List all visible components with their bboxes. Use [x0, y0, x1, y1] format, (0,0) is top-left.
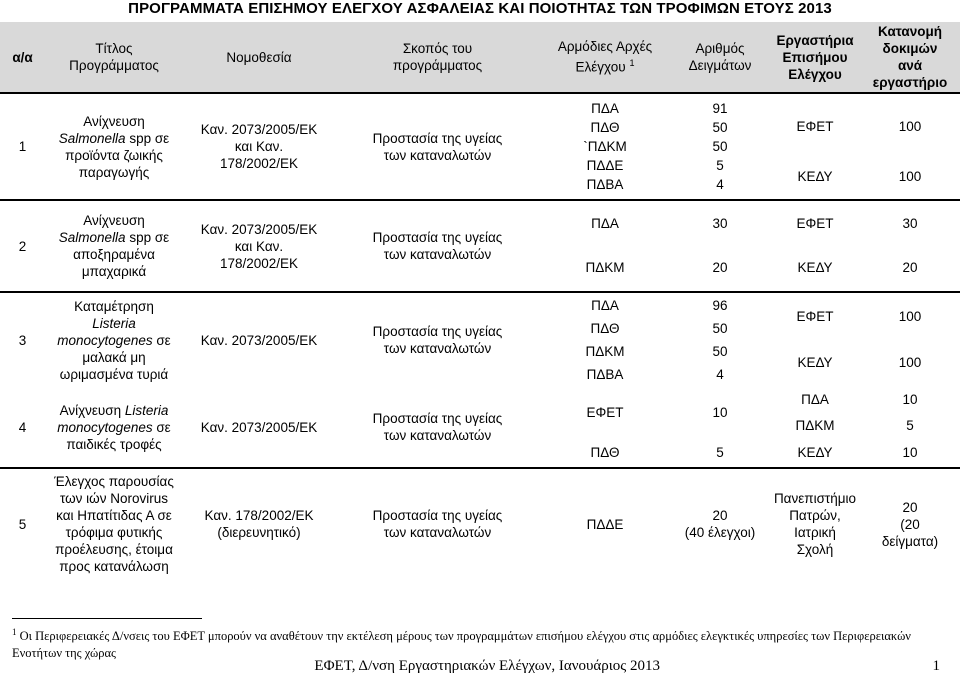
row-5-labs: Πανεπιστήμιο Πατρών, Ιατρική Σχολή	[770, 468, 860, 579]
row-4-lab-1: ΕΦΕΤ	[586, 405, 624, 420]
table-row	[0, 93, 960, 200]
header-authorities: Αρμόδιες Αρχές Ελέγχου $^1$	[540, 22, 670, 93]
row-4-authority-1: ΠΔΑ	[801, 392, 829, 407]
row-2-distribution: 30 20	[860, 200, 960, 292]
programs-table	[0, 22, 960, 579]
row-3-samples: 96 50 50 4	[670, 292, 770, 387]
header-aa: α/α	[0, 22, 45, 93]
header-samples: Αριθμός Δειγμάτων	[670, 22, 770, 93]
row-2-labs: ΕΦΕΤ ΚΕΔΥ	[770, 200, 860, 292]
footnote-divider	[12, 618, 202, 619]
row-4-samples-3: 5	[716, 445, 724, 460]
header-title: Τίτλος Προγράμματος	[45, 22, 183, 93]
row-5-law: Καν. 178/2002/ΕΚ (διερευνητικό)	[183, 468, 335, 579]
row-5-samples: 20 (40 έλεγχοι)	[670, 468, 770, 579]
row-3-authorities: ΠΔΑ ΠΔΘ ΠΔΚΜ ΠΔΒΑ	[540, 292, 670, 387]
row-4-details	[540, 387, 960, 468]
row-3-labs: ΕΦΕΤ ΚΕΔΥ	[770, 292, 860, 387]
row-5-purpose: Προστασία της υγείας των καταναλωτών	[335, 468, 540, 579]
row-4-title: Ανίχνευση Listeria monocytogenes σε παιδικές τροφές	[57, 402, 171, 452]
row-3-distribution: 100 100	[860, 292, 960, 387]
row-2-samples: 30 20	[670, 200, 770, 292]
row-2-title: Ανίχνευση Salmonella spp σε αποξηραμένα μπαχαρικά	[45, 200, 183, 292]
row-3-title: Καταμέτρηση Listeria monocytogenes σε μαλακά μη ωριμασμένα τυριά	[45, 292, 183, 387]
row-3-aa: 3	[0, 292, 45, 387]
header-purpose: Σκοπός του προγράμματος	[335, 22, 540, 93]
row-3-purpose: Προστασία της υγείας των καταναλωτών	[335, 292, 540, 387]
row-4-samples-1: 10	[902, 392, 918, 407]
table-row	[0, 468, 960, 579]
row-2-authorities: ΠΔΑ ΠΔΚΜ	[540, 200, 670, 292]
page-title: ΠΡΟΓΡΑΜΜΑΤΑ ΕΠΙΣΗΜΟΥ ΕΛΕΓΧΟΥ ΑΣΦΑΛΕΙΑΣ ΚΑΙ ΠΟΙΟΤΗΤΑΣ ΤΩΝ ΤΡΟΦΙΜΩΝ ΕΤΟΥΣ 2013	[128, 0, 832, 17]
row-2-aa: 2	[0, 200, 45, 292]
header-row	[0, 22, 960, 93]
table-row	[0, 200, 960, 292]
row-2-law: Καν. 2073/2005/ΕΚ και Καν. 178/2002/ΕΚ	[183, 200, 335, 292]
row-4-authority-3: ΠΔΘ	[590, 445, 620, 460]
row-5-title: Έλεγχος παρουσίας των ιών Norovirus και Ηπατίτιδας Α σε τρόφιμα φυτικής προέλευσης, έτοιμα προς κατανάλωση	[45, 468, 183, 579]
row-4-purpose: Προστασία της υγείας των καταναλωτών	[372, 411, 503, 443]
row-4-law: Καν. 2073/2005/ΕΚ	[200, 419, 318, 435]
table-row	[0, 292, 960, 387]
row-1-title: Ανίχνευση Salmonella spp σε προϊόντα ζωικής παραγωγής	[45, 93, 183, 200]
footnote: $^1$ Οι Περιφερειακές Δ/νσεις του ΕΦΕΤ μπορούν να αναθέτουν την εκτέλεση μέρους των προγραμμάτων επισήμου ελέγχου στις αρμόδιες ελεγκτικές υπηρεσίες των Περιφερειακών Ενοτήτων της χώρας	[12, 627, 911, 661]
row-1-samples: 91 50 50 5 4	[670, 93, 770, 200]
footer-text: ΕΦΕΤ, Δ/νση Εργαστηριακών Ελέγχων, Ιανουάριος 2013	[314, 658, 660, 674]
row-4-dist-2: 10	[902, 445, 918, 460]
header-law: Νομοθεσία	[183, 22, 335, 93]
page-number: 1	[932, 658, 940, 674]
row-4-authority-2: ΠΔΚΜ	[795, 418, 835, 433]
header-labs: Εργαστήρια Επισήμου Ελέγχου	[770, 22, 860, 93]
row-1-aa: 1	[0, 93, 45, 200]
row-5-authority: ΠΔΔΕ	[540, 468, 670, 579]
row-5-aa: 5	[0, 468, 45, 579]
row-4-samples-2: 5	[906, 418, 914, 433]
row-2-purpose: Προστασία της υγείας των καταναλωτών	[335, 200, 540, 292]
row-4-aa: 4	[18, 419, 27, 435]
header-distribution: Κατανομή δοκιμών ανά εργαστήριο	[860, 22, 960, 93]
row-3-law: Καν. 2073/2005/ΕΚ	[183, 292, 335, 387]
row-1-law: Καν. 2073/2005/ΕΚ και Καν. 178/2002/ΕΚ	[183, 93, 335, 200]
row-5-distribution: 20 (20 δείγματα)	[860, 468, 960, 579]
row-4-dist-1: 10	[712, 405, 728, 420]
row-1-authorities: ΠΔΑ ΠΔΘ `ΠΔΚΜ ΠΔΔΕ ΠΔΒΑ	[540, 93, 670, 200]
row-1-labs: ΕΦΕΤ ΚΕΔΥ	[770, 93, 860, 200]
row-4-lab-2: ΚΕΔΥ	[797, 445, 833, 460]
row-1-purpose: Προστασία της υγείας των καταναλωτών	[335, 93, 540, 200]
table-row	[0, 387, 960, 468]
row-1-distribution: 100 100	[860, 93, 960, 200]
